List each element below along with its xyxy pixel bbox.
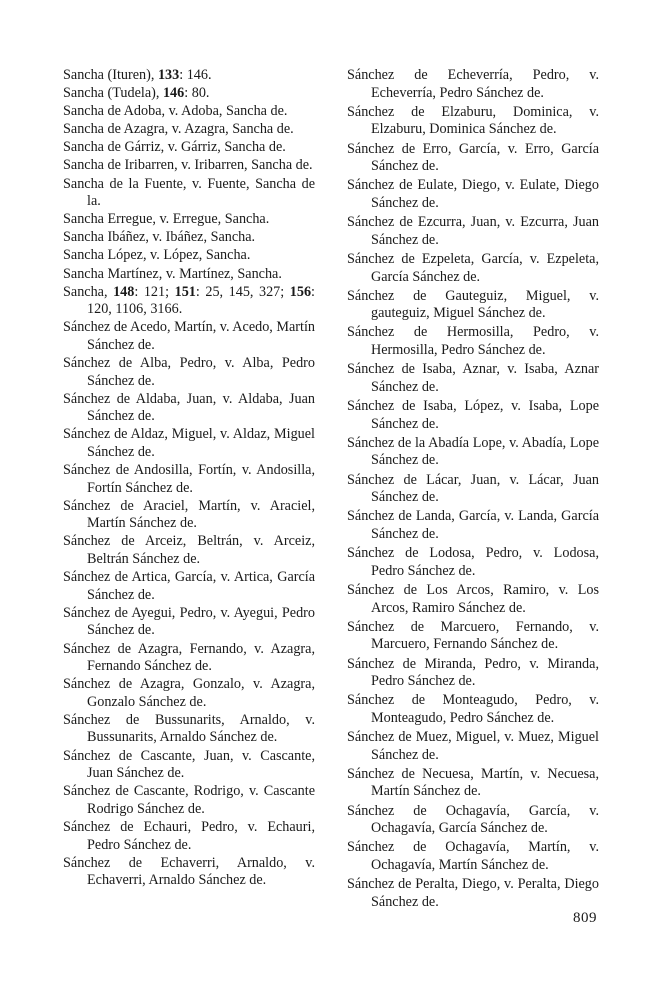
entry-text: Sánchez de Echeverría, Pedro, v. Echeverría, Pedro Sánchez de. xyxy=(347,67,599,101)
index-entry xyxy=(63,426,315,461)
entry-text: Sancha de Azagra, v. Azagra, Sancha de. xyxy=(63,121,294,138)
index-entry xyxy=(63,641,315,676)
index-entry xyxy=(347,839,599,874)
entry-text: Sánchez de Eulate, Diego, v. Eulate, Diego Sánchez de. xyxy=(347,177,599,211)
volume-number: 146 xyxy=(162,85,185,102)
index-entry xyxy=(347,104,599,139)
entry-text: Sánchez de Erro, García, v. Erro, García Sánchez de. xyxy=(347,140,599,175)
entry-text: : 25, 145, 327; xyxy=(195,283,290,300)
entry-text: Sánchez de Lácar, Juan, v. Lácar, Juan Sánchez de. xyxy=(347,471,599,506)
index-entry xyxy=(63,139,315,157)
index-entry xyxy=(63,211,315,229)
index-entry xyxy=(347,361,599,396)
volume-number: 133 xyxy=(157,67,180,83)
entry-text: Sancha (Ituren), xyxy=(63,67,158,83)
entry-text: Sánchez de Arceiz, Beltrán, v. Arceiz, Beltrán Sánchez de. xyxy=(63,533,315,568)
index-entry xyxy=(63,855,315,890)
index-entry xyxy=(347,545,599,580)
entry-text: Sánchez de Acedo, Martín, v. Acedo, Martín Sánchez de. xyxy=(63,319,316,353)
entry-text: Sánchez de Aldaba, Juan, v. Aldaba, Juan Sánchez de. xyxy=(63,390,315,425)
entry-text: : 80. xyxy=(184,85,210,102)
entry-text: Sancha Ibáñez, v. Ibáñez, Sancha. xyxy=(63,229,256,246)
entry-text: Sánchez de Ezpeleta, García, v. Ezpeleta, García Sánchez de. xyxy=(347,250,599,285)
index-entry xyxy=(63,121,315,139)
entry-text: Sánchez de la Abadía Lope, v. Abadía, Lope Sánchez de. xyxy=(347,434,599,469)
index-entry xyxy=(63,748,315,783)
entry-text: Sánchez de Peralta, Diego, v. Peralta, Diego Sánchez de. xyxy=(347,876,599,910)
index-entry xyxy=(347,177,599,212)
index-entry xyxy=(63,67,315,85)
entry-text: Sánchez de Ezcurra, Juan, v. Ezcurra, Juan Sánchez de. xyxy=(347,214,599,248)
entry-text: Sánchez de Marcuero, Fernando, v. Marcuero, Fernando Sánchez de. xyxy=(347,618,599,653)
entry-text: : 146. xyxy=(179,67,212,83)
index-entry xyxy=(347,582,599,617)
index-entry xyxy=(63,676,315,711)
entry-text: Sancha de Adoba, v. Adoba, Sancha de. xyxy=(63,103,288,120)
volume-number: 151 xyxy=(174,283,196,300)
index-entry xyxy=(63,247,315,265)
entry-text: Sánchez de Muez, Miguel, v. Muez, Miguel Sánchez de. xyxy=(347,729,599,763)
index-entry xyxy=(63,462,315,497)
entry-text: Sánchez de Artica, García, v. Artica, García Sánchez de. xyxy=(63,569,315,603)
index-entry xyxy=(347,619,599,654)
entry-text: Sánchez de Cascante, Juan, v. Cascante, Juan Sánchez de. xyxy=(63,747,315,782)
page-number: 809 xyxy=(573,910,597,926)
index-column-right xyxy=(347,67,599,913)
entry-text: Sancha de Gárriz, v. Gárriz, Sancha de. xyxy=(63,139,286,156)
index-column-left xyxy=(63,67,315,890)
index-entry xyxy=(347,472,599,507)
index-entry xyxy=(63,605,315,640)
entry-text: Sánchez de Azagra, Gonzalo, v. Azagra, Gonzalo Sánchez de. xyxy=(63,676,315,710)
entry-text: Sancha de Iribarren, v. Iribarren, Sancha de. xyxy=(63,157,313,174)
entry-text: Sancha de la Fuente, v. Fuente, Sancha de la. xyxy=(63,175,315,210)
entry-text: Sánchez de Elzaburu, Dominica, v. Elzaburu, Dominica Sánchez de. xyxy=(347,103,599,138)
index-entry xyxy=(347,214,599,249)
entry-text: Sánchez de Aldaz, Miguel, v. Aldaz, Miguel Sánchez de. xyxy=(63,426,315,460)
index-entry xyxy=(63,266,315,284)
index-entry xyxy=(347,251,599,286)
entry-text: Sánchez de Los Arcos, Ramiro, v. Los Arcos, Ramiro Sánchez de. xyxy=(347,581,599,616)
index-entry xyxy=(347,656,599,691)
entry-text: Sánchez de Alba, Pedro, v. Alba, Pedro Sánchez de. xyxy=(63,355,315,389)
entry-text: Sánchez de Miranda, Pedro, v. Miranda, Pedro Sánchez de. xyxy=(347,655,599,690)
index-entry xyxy=(63,783,315,818)
index-entry xyxy=(63,319,315,354)
volume-number: 156 xyxy=(289,283,312,300)
index-entry xyxy=(63,229,315,247)
index-entry xyxy=(347,508,599,543)
entry-text: Sánchez de Echauri, Pedro, v. Echauri, Pedro Sánchez de. xyxy=(63,818,315,853)
entry-text: Sánchez de Lodosa, Pedro, v. Lodosa, Pedro Sánchez de. xyxy=(347,545,599,579)
entry-text: Sánchez de Azagra, Fernando, v. Azagra, Fernando Sánchez de. xyxy=(63,640,315,675)
index-entry xyxy=(63,712,315,747)
index-entry xyxy=(347,288,599,323)
entry-text: Sánchez de Isaba, Aznar, v. Isaba, Aznar Sánchez de. xyxy=(347,361,599,395)
index-entry xyxy=(347,692,599,727)
index-entry xyxy=(63,391,315,426)
entry-text: Sancha (Tudela), xyxy=(63,85,163,102)
entry-text: Sánchez de Ayegui, Pedro, v. Ayegui, Pedro Sánchez de. xyxy=(63,604,315,639)
entry-text: Sánchez de Monteagudo, Pedro, v. Monteagudo, Pedro Sánchez de. xyxy=(347,692,599,726)
entry-text: Sánchez de Hermosilla, Pedro, v. Hermosilla, Pedro Sánchez de. xyxy=(347,324,599,359)
entry-text: : 121; xyxy=(134,283,175,300)
entry-text: Sánchez de Gauteguiz, Miguel, v. gauteguiz, Miguel Sánchez de. xyxy=(347,287,599,322)
entry-text: Sancha Martínez, v. Martínez, Sancha. xyxy=(63,265,282,282)
index-entry xyxy=(63,498,315,533)
index-entry xyxy=(347,803,599,838)
index-entry xyxy=(347,876,599,911)
index-entry xyxy=(347,67,599,102)
entry-text: Sánchez de Bussunarits, Arnaldo, v. Bussunarits, Arnaldo Sánchez de. xyxy=(63,711,315,746)
index-entry xyxy=(63,157,315,175)
index-entry xyxy=(347,398,599,433)
index-entry xyxy=(347,324,599,359)
volume-number: 148 xyxy=(113,283,135,300)
entry-text: Sánchez de Necuesa, Martín, v. Necuesa, Martín Sánchez de. xyxy=(347,765,599,800)
entry-text: Sánchez de Ochagavía, García, v. Ochagavía, García Sánchez de. xyxy=(347,802,599,837)
entry-text: Sánchez de Cascante, Rodrigo, v. Cascante Rodrigo Sánchez de. xyxy=(63,783,315,817)
index-entry xyxy=(63,569,315,604)
entry-text: Sánchez de Araciel, Martín, v. Araciel, Martín Sánchez de. xyxy=(63,497,315,532)
entry-text: Sánchez de Landa, García, v. Landa, García Sánchez de. xyxy=(347,508,599,542)
index-entry xyxy=(63,284,315,319)
index-entry xyxy=(63,355,315,390)
index-entry xyxy=(63,85,315,103)
entry-text: Sancha Erregue, v. Erregue, Sancha. xyxy=(63,211,270,228)
entry-text: Sancha López, v. López, Sancha. xyxy=(63,247,251,264)
entry-text: Sánchez de Isaba, López, v. Isaba, Lope Sánchez de. xyxy=(347,398,599,432)
index-entry xyxy=(347,435,599,470)
index-entry xyxy=(63,819,315,854)
entry-text: Sancha, xyxy=(63,283,114,300)
entry-text: Sánchez de Ochagavía, Martín, v. Ochagavía, Martín Sánchez de. xyxy=(347,839,599,873)
entry-text: : 120, 1106, 3166. xyxy=(87,283,315,318)
entry-text: Sánchez de Andosilla, Fortín, v. Andosilla, Fortín Sánchez de. xyxy=(63,462,315,496)
index-entry xyxy=(63,103,315,121)
index-entry xyxy=(63,176,315,211)
index-entry xyxy=(347,141,599,176)
index-entry xyxy=(63,533,315,568)
entry-text: Sánchez de Echaverri, Arnaldo, v. Echaverri, Arnaldo Sánchez de. xyxy=(63,854,315,889)
index-entry xyxy=(347,729,599,764)
index-entry xyxy=(347,766,599,801)
